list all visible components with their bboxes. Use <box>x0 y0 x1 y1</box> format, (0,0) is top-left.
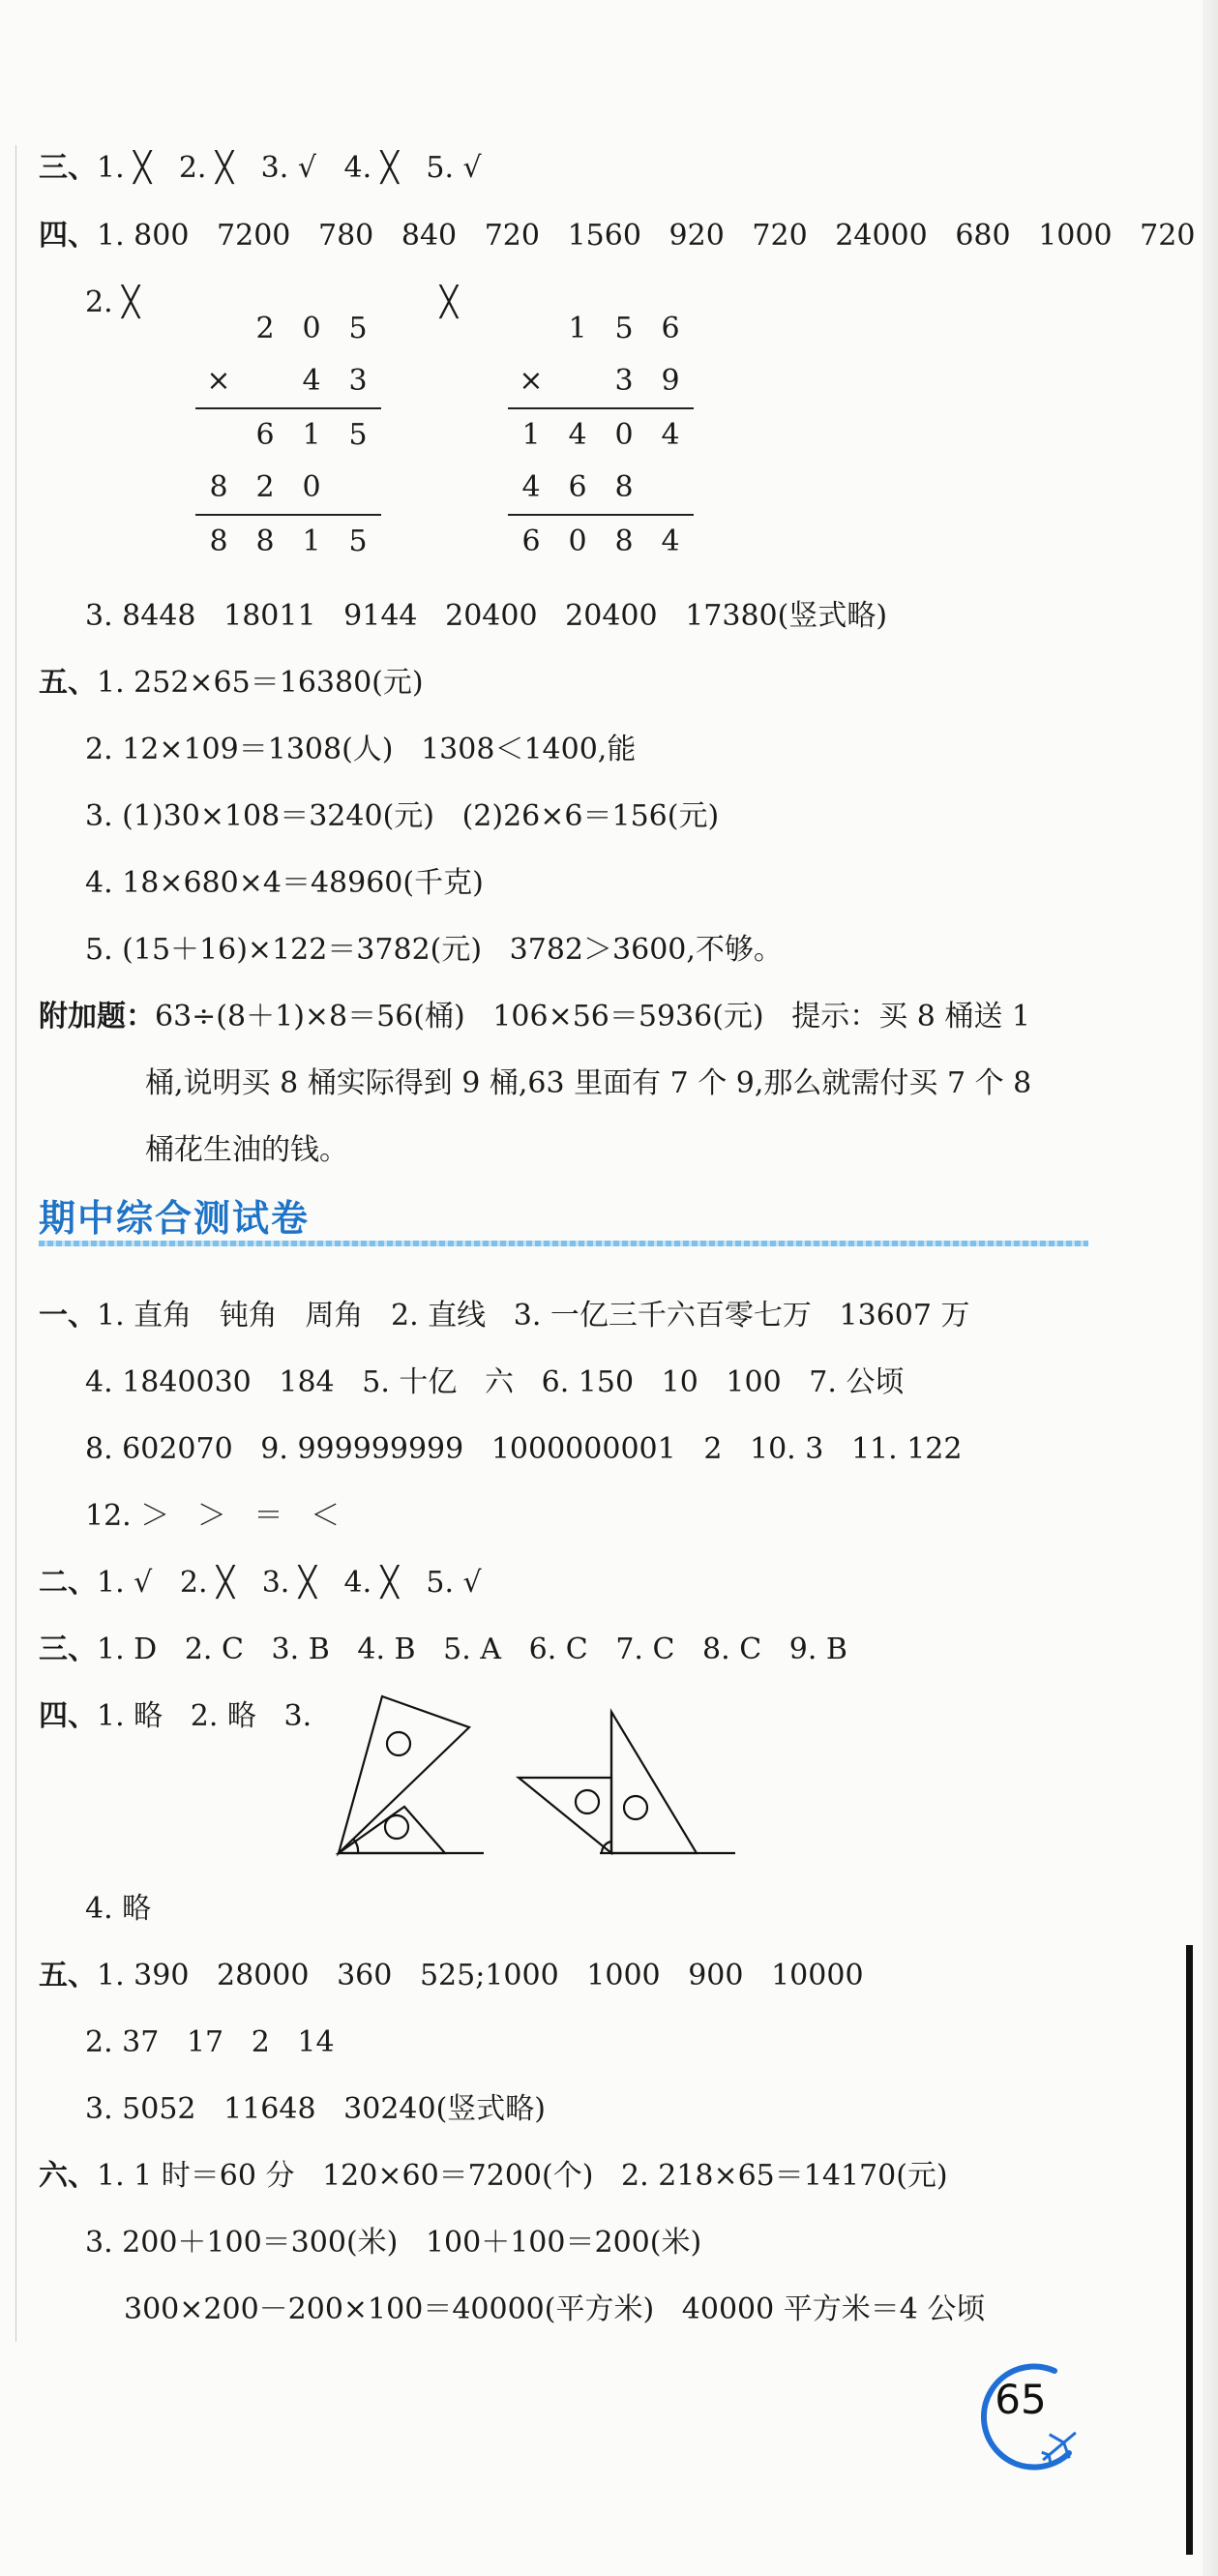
digit: 9 <box>661 364 680 398</box>
answer-line <box>39 217 1195 255</box>
answer-text: 1. 直角 钝角 周角 2. 直线 3. 一亿三千六百零七万 13607 万 <box>97 1299 970 1333</box>
answer-line: 2. 12×109＝1308(人) 1308＜1400,能 <box>85 733 637 766</box>
section-title-rule <box>39 1241 1088 1246</box>
digit: 4 <box>661 524 680 558</box>
page-spine <box>1203 0 1218 2576</box>
upper-set-square <box>339 1696 469 1853</box>
section-label: 六、 <box>39 2159 97 2193</box>
section-label: 二、 <box>39 1566 97 1600</box>
answer-line: 4. 略 <box>85 1892 152 1926</box>
answer-line: 3. 200＋100＝300(米) 100＋100＝200(米) <box>85 2226 702 2260</box>
answer-line <box>39 149 482 188</box>
digit: 4 <box>661 418 680 452</box>
digit: 6 <box>521 524 541 558</box>
answer-line <box>39 1631 847 1669</box>
left-margin-line <box>15 145 16 2342</box>
digit: 3 <box>348 364 368 398</box>
answer-text: 1. 1 时＝60 分 120×60＝7200(个) 2. 218×65＝14170(元) <box>97 2159 948 2193</box>
answer-line <box>39 1957 864 1995</box>
answer-line: 300×200－200×100＝40000(平方米) 40000 平方米＝4 公顷 <box>124 2292 986 2326</box>
section-label: 三、 <box>39 151 97 185</box>
answer-prefix: 2. ╳ <box>85 285 140 319</box>
section-label: 三、 <box>39 1632 97 1666</box>
digit: 5 <box>348 418 368 452</box>
digit: 5 <box>348 524 368 558</box>
digit: 2 <box>255 312 275 345</box>
hole-circle <box>385 1815 408 1839</box>
lower-set-square <box>339 1807 445 1853</box>
left-set-square <box>519 1778 611 1853</box>
answer-text: 1. 略 2. 略 3. <box>97 1699 312 1733</box>
digit: 6 <box>661 312 680 345</box>
section-label: 附加题： <box>39 1000 155 1033</box>
answer-line: 4. 18×680×4＝48960(千克) <box>85 866 484 900</box>
answer-line <box>39 664 424 703</box>
answer-line: 5. (15＋16)×122＝3782(元) 3782＞3600,不够。 <box>85 933 783 967</box>
answer-text: 63÷(8＋1)×8＝56(桶) 106×56＝5936(元) 提示：买 8 桶送 1 <box>155 1000 1031 1033</box>
digit: 8 <box>209 470 228 504</box>
right-edge-bar <box>1186 1945 1193 2555</box>
digit: 5 <box>348 312 368 345</box>
answer-line: 桶,说明买 8 桶实际得到 9 桶,63 里面有 7 个 9,那么就需付买 7 个 8 <box>145 1066 1032 1100</box>
digit: 1 <box>302 524 321 558</box>
answer-line: 3. 5052 11648 30240(竖式略) <box>85 2092 547 2126</box>
wrong-mark: ╳ <box>440 285 459 319</box>
hole-circle <box>624 1796 647 1819</box>
set-square-diagram <box>329 1689 735 1868</box>
answer-line: 3. (1)30×108＝3240(元) (2)26×6＝156(元) <box>85 799 720 833</box>
answer-line: 2. 37 17 2 14 <box>85 2025 335 2059</box>
section-label: 一、 <box>39 1299 97 1333</box>
right-set-square <box>611 1712 697 1853</box>
hole-circle <box>387 1732 410 1755</box>
digit: 1 <box>568 312 587 345</box>
digit: 0 <box>568 524 587 558</box>
answer-line <box>39 2157 948 2196</box>
digit: 4 <box>568 418 587 452</box>
digit: 4 <box>302 364 321 398</box>
answer-line <box>39 1297 970 1335</box>
vertical-calc-1 <box>195 303 381 568</box>
answer-text: 1. D 2. C 3. B 4. B 5. A 6. C 7. C 8. C 9. B <box>97 1632 847 1666</box>
digit: × <box>206 364 231 398</box>
digit: 4 <box>521 470 541 504</box>
answer-line: 3. 8448 18011 9144 20400 20400 17380(竖式略) <box>85 599 888 633</box>
section-label: 五、 <box>39 666 97 700</box>
digit: 8 <box>255 524 275 558</box>
digit: 1 <box>302 418 321 452</box>
section-label: 五、 <box>39 1959 97 1992</box>
answer-text: 1. 800 7200 780 840 720 1560 920 720 24000 680 1000 720 <box>97 219 1196 253</box>
digit: 8 <box>614 470 634 504</box>
answer-line <box>39 998 1030 1036</box>
section-title: 期中综合测试卷 <box>39 1197 311 1240</box>
digit: 0 <box>302 312 321 345</box>
section-label: 四、 <box>39 1699 97 1733</box>
answer-text: 1. √ 2. ╳ 3. ╳ 4. ╳ 5. √ <box>97 1566 482 1600</box>
digit: 8 <box>209 524 228 558</box>
answer-text: 1. 390 28000 360 525;1000 1000 900 10000 <box>97 1959 864 1992</box>
page-number: 65 <box>995 2376 1047 2423</box>
answer-line: 4. 1840030 184 5. 十亿 六 6. 150 10 100 7. 公顷 <box>85 1365 905 1399</box>
answer-line: 8. 602070 9. 999999999 1000000001 2 10. 3 11. 122 <box>85 1432 963 1466</box>
answer-line: 12. ＞ ＞ ＝ ＜ <box>85 1499 341 1533</box>
answer-line <box>39 1564 482 1603</box>
digit: 6 <box>255 418 275 452</box>
section-label: 四、 <box>39 219 97 253</box>
answer-text: 1. ╳ 2. ╳ 3. √ 4. ╳ 5. √ <box>97 151 482 185</box>
digit: 5 <box>614 312 634 345</box>
answer-line <box>39 1697 312 1736</box>
digit: 3 <box>614 364 634 398</box>
digit: 6 <box>568 470 587 504</box>
digit: 0 <box>302 470 321 504</box>
vertical-calc-2 <box>508 303 694 568</box>
answer-line: 桶花生油的钱。 <box>145 1133 348 1167</box>
hole-circle <box>576 1790 599 1813</box>
digit: 1 <box>521 418 541 452</box>
answer-text: 1. 252×65＝16380(元) <box>97 666 424 700</box>
digit: × <box>519 364 544 398</box>
digit: 2 <box>255 470 275 504</box>
digit: 8 <box>614 524 634 558</box>
digit: 0 <box>614 418 634 452</box>
